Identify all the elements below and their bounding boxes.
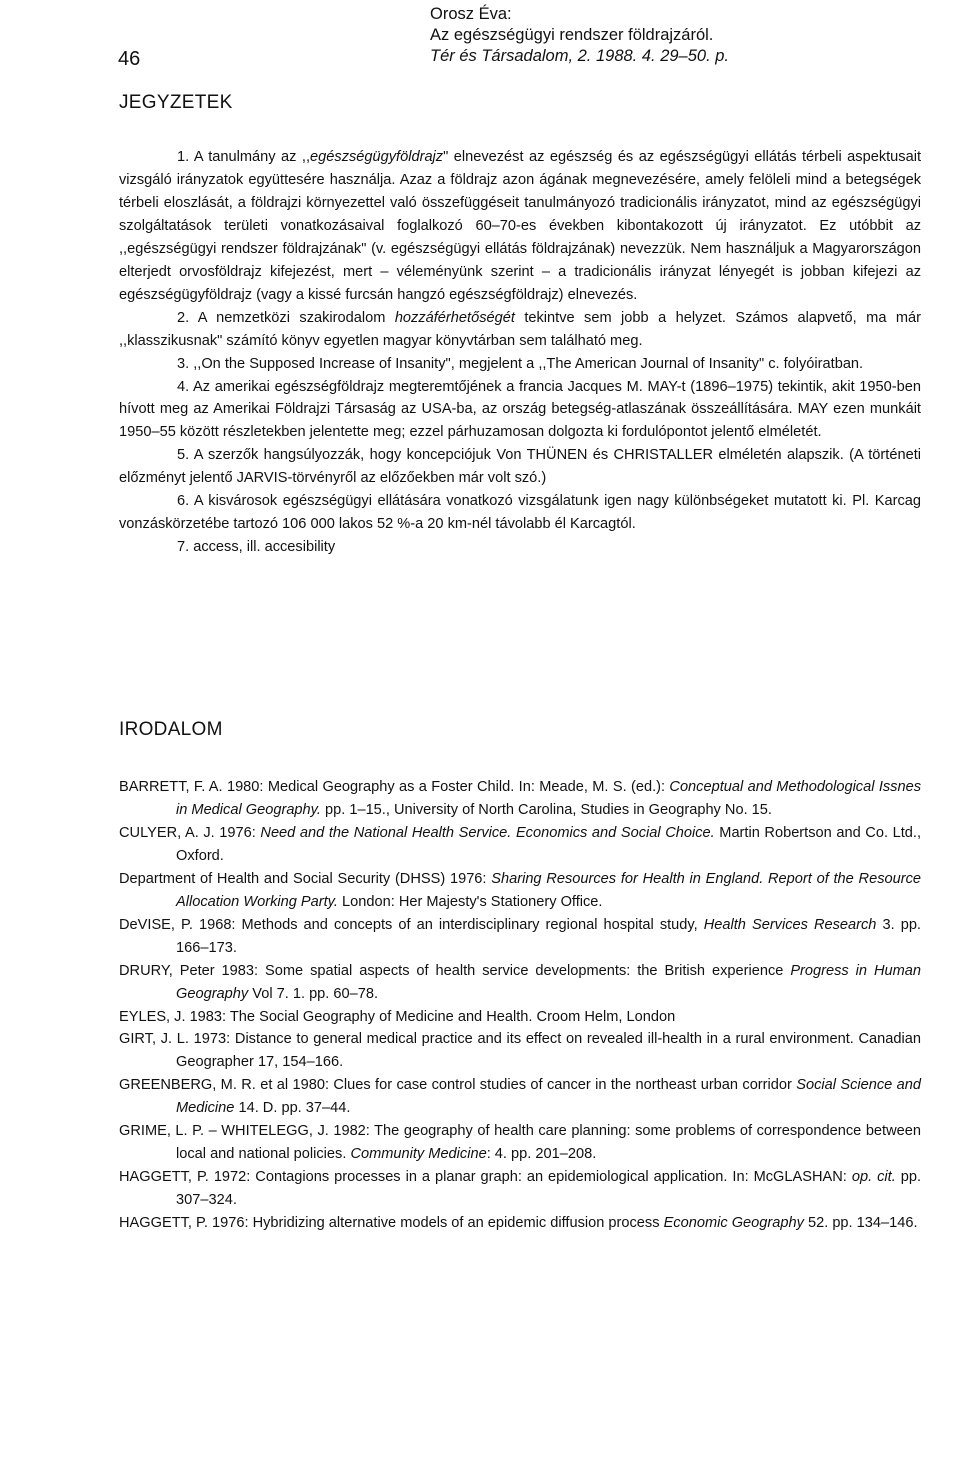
reference-item: GRIME, L. P. – WHITELEGG, J. 1982: The geography of health care planning: some problems of correspondence between local and national policies. Community Medicine: 4. pp. 201–208.	[119, 1123, 921, 1163]
header-author: Orosz Éva:	[430, 5, 512, 23]
reference-item: GREENBERG, M. R. et al 1980: Clues for case control studies of cancer in the northeast urban corridor Social Science and Medicine 14. D. pp. 37–44.	[119, 1077, 921, 1117]
reference-item: GIRT, J. L. 1973: Distance to general medical practice and its effect on revealed ill-health in a rural environment. Canadian Geographer 17, 154–166.	[119, 1031, 921, 1071]
note-1: 1. A tanulmány az ,,egészségügyföldrajz" elnevezést az egészség és az egészségügyi ellátás térbeli aspektusait vizsgáló irányzatok együttesére használja. Azaz a földrajz azon ágának megnevezésére, amely felöleli mind a betegségek térbeli eloszlását, a földrajzi környezettel való összefüggéseit tanulmányozó tradicionális irányzatot, mind az egészségügyi szolgáltatások területi vonatkozásaival foglalkozó 60–70-es években kibontakozott új irányzatot. Ez utóbbit az ,,egészségügyi rendszer földrajzának" (v. egészségügyi ellátás földrajzának) nevezzük. Nem használjuk a Magyarországon elterjedt orvosföldrajz kifejezést, mert – véleményünk szerint – a tradicionális irányzat lényegét is jobban kifejezi az egészségügyföldrajz (vagy a kissé furcsán hangzó egészségföldrajz) elnevezés.	[119, 149, 922, 303]
note-3: 3. ,,On the Supposed Increase of Insanity", megjelent a ,,The American Journal of Insanity" c. folyóiratban.	[177, 355, 864, 372]
running-header	[430, 4, 729, 67]
header-source: Tér és Társadalom, 2. 1988. 4. 29–50. p.	[430, 47, 730, 65]
literature-title: IRODALOM	[119, 719, 223, 740]
reference-item: DeVISE, P. 1968: Methods and concepts of an interdisciplinary regional hospital study, Health Services Research 3. pp. 166–173.	[119, 916, 921, 956]
reference-item: HAGGETT, P. 1976: Hybridizing alternative models of an epidemic diffusion process Economic Geography 52. pp. 134–146.	[119, 1215, 918, 1232]
reference-item: Department of Health and Social Security (DHSS) 1976: Sharing Resources for Health in England. Report of the Resource Allocation Working Party. London: Her Majesty's Stationery Office.	[119, 870, 921, 910]
note-2: 2. A nemzetközi szakirodalom hozzáférhetőségét tekintve sem jobb a helyzet. Számos alapvető, ma már ,,klasszikusnak" számító könyv egyetlen magyar könyvtárban sem található meg.	[119, 309, 921, 349]
note-6: 6. A kisvárosok egészségügyi ellátására vonatkozó vizsgálatunk igen nagy különbségeket mutatott ki. Pl. Karcag vonzáskörzetébe tartozó 106 000 lakos 52 %-a 20 km-nél távolabb él Karcagtól.	[119, 493, 921, 533]
header-title: Az egészségügyi rendszer földrajzáról.	[430, 26, 714, 44]
notes-title: JEGYZETEK	[119, 92, 233, 113]
reference-item: HAGGETT, P. 1972: Contagions processes in a planar graph: an epidemiological application. In: McGLASHAN: op. cit. pp. 307–324.	[119, 1169, 922, 1209]
reference-item: DRURY, Peter 1983: Some spatial aspects of health service developments: the British experience Progress in Human Geography Vol 7. 1. pp. 60–78.	[119, 962, 921, 1002]
note-5: 5. A szerzők hangsúlyozzák, hogy koncepciójuk Von THÜNEN és CHRISTALLER elméletén alapszik. (A történeti előzményt jelentő JARVIS-törvényről az előzőekben már volt szó.)	[119, 447, 921, 487]
reference-item: EYLES, J. 1983: The Social Geography of Medicine and Health. Croom Helm, London	[119, 1008, 676, 1025]
reference-item: CULYER, A. J. 1976: Need and the National Health Service. Economics and Social Choice. Martin Robertson and Co. Ltd., Oxford.	[119, 824, 921, 864]
note-7: 7. access, ill. accesibility	[177, 539, 336, 556]
page-number: 46	[118, 48, 141, 70]
reference-list	[119, 776, 921, 1235]
notes-body	[119, 146, 921, 559]
note-4: 4. Az amerikai egészségföldrajz megteremtőjének a francia Jacques M. MAY-t (1896–1975) tekintik, akit 1950-ben hívott meg az Amerikai Földrajzi Társaság az USA-ba, az ország betegség-atlaszának összeállítására. MAY ezen munkáit 1950–55 között részletekben jelentette meg; ezzel párhuzamosan dolgozta ki fordulópontot jelentő elméletét.	[119, 378, 921, 441]
reference-item: BARRETT, F. A. 1980: Medical Geography as a Foster Child. In: Meade, M. S. (ed.): Conceptual and Methodological Issnes in Medical Geography. pp. 1–15., University of North Carolina, Studies in Geography No. 15.	[119, 779, 921, 818]
